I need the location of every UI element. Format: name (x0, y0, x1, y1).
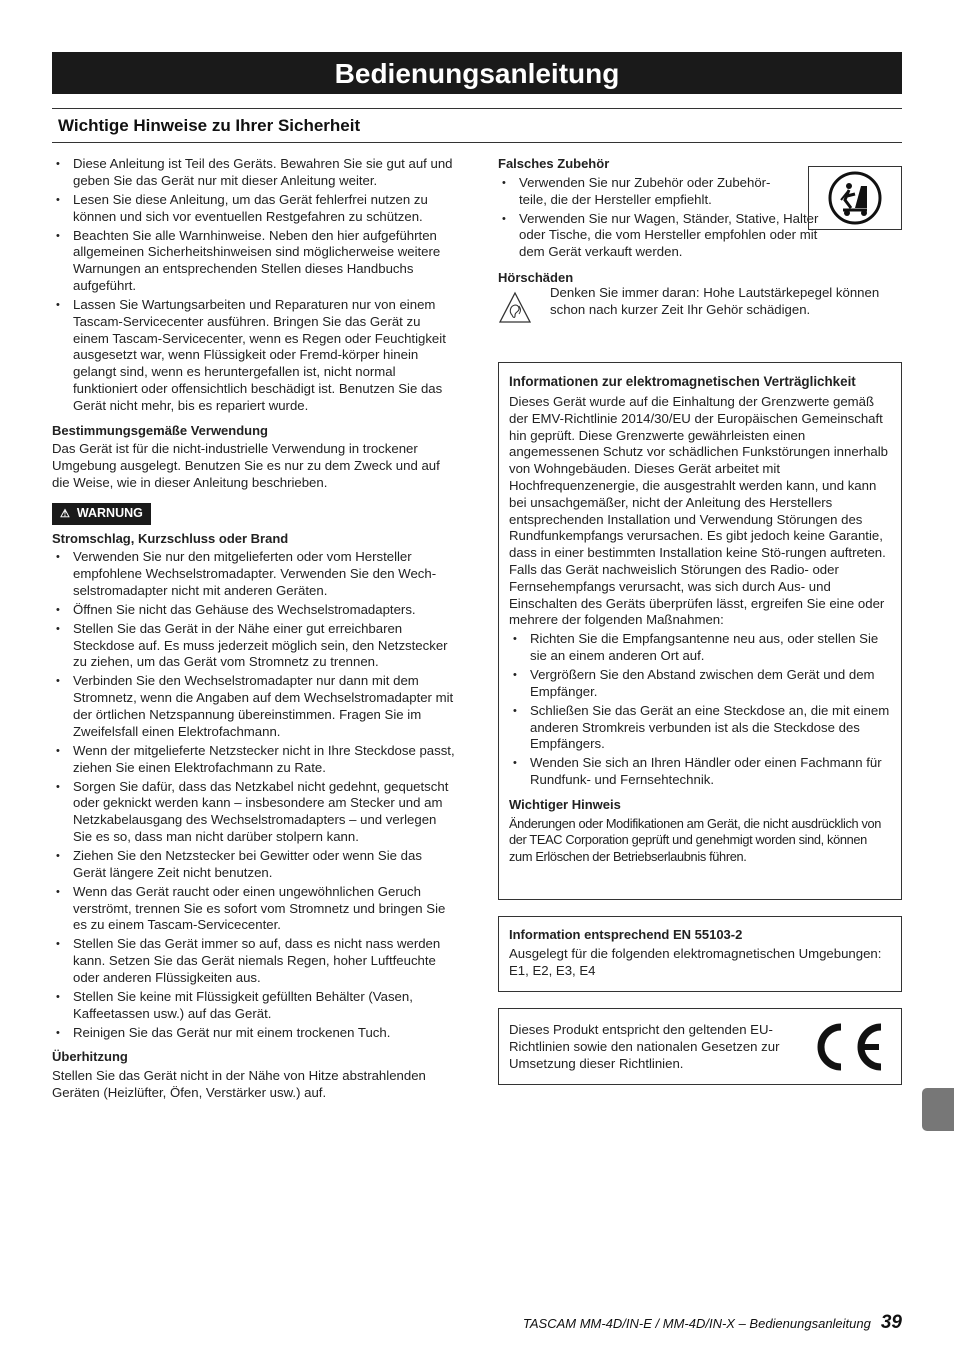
language-tab (922, 1088, 954, 1131)
hearing-heading: Hörschäden (498, 269, 574, 285)
heat-heading: Überhitzung (52, 1049, 128, 1065)
list-item: • Stellen Sie das Gerät immer so auf, dass es nicht nass werden kann. Setzen Sie das Gerät niemals Regen, hoher Luftfeuchte oder anderen Flüssigkeiten aus. (52, 936, 458, 986)
list-item: • Lassen Sie Wartungsarbeiten und Reparaturen nur von einem Tascam-Servicecenter ausführen. Bringen Sie das Gerät zu einem Tascam-Servicecenter, wenn es Regen oder Feuchtigkeit ausgesetzt war, wenn Flüssigkeit oder Fremd-körper hinein gelangt sind, wenn es heruntergefallen ist, nicht normal funktioniert oder offensichtlich beschädigt ist. Benutzen Sie das Gerät nicht mehr, bis es repariert wurde. (52, 297, 458, 415)
list-item: • Verbinden Sie den Wechselstromadapter nur dann mit dem Stromnetz, wenn die Angaben auf dem Wechselstromadapter mit der örtlichen Netzspannung übereinstimmen. Fragen Sie im Zweifelsfall einen Elektrofachmann. (52, 673, 458, 740)
emc-list (509, 631, 891, 789)
list-item: • Beachten Sie alle Warnhinweise. Neben den hier aufgeführten allgemeinen Sicherheitshinweisen sind möglicherweise weitere Warnungen an entsprechenden Stellen dieses Handbuchs aufgeführt. (52, 228, 458, 295)
list-item: • Richten Sie die Empfangsantenne neu aus, oder stellen Sie sie an einem anderen Ort auf. (509, 631, 891, 665)
heat-text: Stellen Sie das Gerät nicht in der Nähe von Hitze abstrahlenden Geräten (Heizlüfter, Öfen, Verstärker usw.) auf. (52, 1068, 426, 1101)
list-item: • Lesen Sie diese Anleitung, um das Gerät fehlerfrei nutzen zu können und sich vor eventuellen Restgefahren zu schützen. (52, 192, 458, 226)
emc-title: Informationen zur elektromagnetischen Verträglichkeit (509, 374, 856, 389)
note-heading: Wichtiger Hinweis (509, 796, 621, 812)
accessory-heading: Falsches Zubehör (498, 156, 610, 171)
list-item: • Verwenden Sie nur Wagen, Ständer, Stative, Halter oder Tische, die vom Hersteller empfohlen oder mit dem Gerät verkauft werden. (498, 211, 819, 261)
list-item: • Stellen Sie keine mit Flüssigkeit gefüllten Behälter (Vasen, Kaffeetassen usw.) auf das Gerät. (52, 989, 458, 1023)
list-item: • Wenden Sie sich an Ihren Händler oder einen Fachmann für Rundfunk- und Fernsehtechnik. (509, 755, 891, 789)
en-info-box (498, 916, 902, 992)
hearing-warning (498, 284, 902, 331)
ce-text: Dieses Produkt entspricht den geltenden EU-Richtlinien sowie den nationalen Gesetzen zur Umsetzung dieser Richtlinien. (509, 1022, 780, 1071)
list-item: • Öffnen Sie nicht das Gehäuse des Wechselstromadapters. (52, 602, 458, 619)
left-column (52, 156, 458, 1102)
section-heading (52, 108, 902, 143)
en-title: Information entsprechend EN 55103-2 (509, 927, 743, 942)
list-item: • Diese Anleitung ist Teil des Geräts. Bewahren Sie sie gut auf und geben Sie das Gerät nur mit dieser Anleitung weiter. (52, 156, 458, 190)
usage-text: Das Gerät ist für die nicht-industrielle Verwendung in trockener Umgebung ausgelegt. Benutzen Sie es nur zu dem Zweck und auf die Weise, wie in dieser Anleitung beschrieben. (52, 441, 440, 490)
list-item: • Reinigen Sie das Gerät nur mit einem trockenen Tuch. (52, 1025, 458, 1042)
list-item: • Verwenden Sie nur Zubehör oder Zubehör-teile, die der Hersteller empfiehlt. (498, 175, 789, 209)
list-item: • Sorgen Sie dafür, dass das Netzkabel nicht gedehnt, gequetscht oder geknickt werden kann – insbesondere am Stecker und am Netzkabelausgang des Wechselstromadapters – und verlegen Sie es so, dass man nicht darüber stolpern kann. (52, 779, 458, 846)
page-footer (523, 1312, 902, 1334)
ce-info-box (498, 1008, 902, 1085)
list-item: • Verwenden Sie nur den mitgelieferten oder vom Hersteller empfohlene Wechselstromadapter. Verwenden Sie den Wech-selstromadapter nicht mit anderen Geräten. (52, 549, 458, 599)
en-text: Ausgelegt für die folgenden elektromagnetischen Umgebungen: E1, E2, E3, E4 (509, 945, 882, 978)
list-item: • Schließen Sie das Gerät an eine Steckdose an, die mit einem anderen Stromkreis verbunden ist als die Steckdose des Empfängers. (509, 703, 891, 753)
warning-triangle-icon: ⚠ (60, 507, 70, 520)
shock-list (52, 549, 458, 1041)
page-title: Bedienungsanleitung (52, 52, 902, 94)
hearing-warning-icon (498, 291, 532, 325)
list-item: • Stellen Sie das Gerät in der Nähe einer gut erreichbaren Steckdose auf. Es muss jederzeit möglich sein, den Netzstecker zu ziehen, um das Gerät vom Stromnetz zu trennen. (52, 621, 458, 671)
list-item: • Wenn das Gerät raucht oder einen ungewöhnlichen Geruch verströmt, trennen Sie es sofort vom Stromnetz und bringen Sie es zu einem Tascam-Servicecenter. (52, 884, 458, 934)
note-text: Änderungen oder Modifikationen am Gerät, die nicht ausdrücklich von der TEAC Corporation geprüft und genehmigt worden sind, können zum Erlöschen der Betriebserlaubnis führen. (509, 815, 882, 865)
list-item: • Ziehen Sie den Netzstecker bei Gewitter oder wenn Sie das Gerät längere Zeit nicht benutzen. (52, 848, 458, 882)
emc-info-box (498, 362, 902, 900)
shock-heading: Stromschlag, Kurzschluss oder Brand (52, 530, 289, 546)
section-heading-text: Wichtige Hinweise zu Ihrer Sicherheit (58, 116, 361, 135)
warning-label: WARNUNG (76, 505, 143, 520)
hearing-text: Denken Sie immer daran: Hohe Lautstärkepegel können schon nach kurzer Zeit Ihr Gehör schädigen. (550, 284, 880, 317)
page-number: 39 (880, 1312, 902, 1333)
list-item: • Vergrößern Sie den Abstand zwischen dem Gerät und dem Empfänger. (509, 667, 891, 701)
footer-text: TASCAM MM-4D/IN-E / MM-4D/IN-X – Bedienungsanleitung (522, 1316, 871, 1331)
emc-text: Dieses Gerät wurde auf die Einhaltung der Grenzwerte gemäß der EMV-Richtlinie 2014/30/EU der Europäischen Gemeinschaft hin geprüft. Diese Grenzwerte gewährleisten einen angemessenen Schutz vor schädlichen Funkstörungen innerhalb von Wohngebäuden. Dieses Gerät arbeitet mit Hochfrequenzenergie, die ausgestrahlt werden kann, und kann bei unsachgemäßer, nicht der Anleitung des Herstellers entsprechenden Installation und Verwendung Störungen des Rundfunkempfangs verursachen. Es gibt jedoch keine Garantie, dass in einer bestimmten Installation keine Stö-rungen auftreten. Falls das Gerät nachweislich Störungen des Radio- oder Fernsehempfangs verursacht, was sich durch Aus- und Einschalten des Geräts überprüfen lässt, ergreifen Sie eine oder mehrere der folgenden Maßnahmen: (509, 394, 889, 628)
list-item: • Wenn der mitgelieferte Netzstecker nicht in Ihre Steckdose passt, ziehen Sie einen Elektrofachmann zu Rate. (52, 743, 458, 777)
cart-warning-icon (808, 166, 902, 230)
usage-heading: Bestimmungsgemäße Verwendung (52, 422, 268, 438)
intro-list (52, 156, 458, 415)
ce-mark-icon (811, 1021, 887, 1073)
warning-badge (52, 503, 151, 525)
